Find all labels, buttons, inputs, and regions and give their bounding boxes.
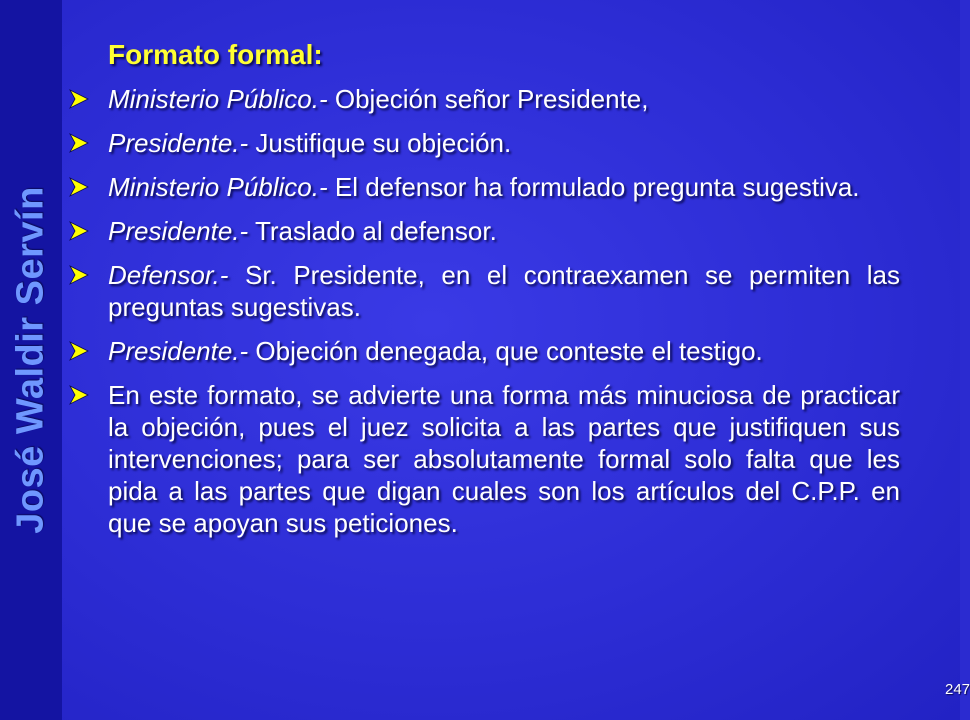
arrowhead-bullet-icon [68, 132, 90, 154]
arrowhead-bullet-icon [68, 384, 90, 406]
speaker-role: Presidente.- [108, 216, 249, 246]
slide-title: Formato formal: [108, 39, 323, 70]
speaker-role: Defensor.- [108, 260, 229, 290]
bullet-list [62, 83, 900, 539]
statement-text: Objeción denegada, que conteste el testigo. [248, 336, 763, 366]
statement-text: En este formato, se advierte una forma más minuciosa de practicar la objeción, pues el juez solicita a las partes que justifiquen sus intervenciones; para ser absolutamente formal solo falta que les pida a las partes que digan cuales son los artículos del C.P.P. en que se apoyan sus peticiones. [108, 380, 900, 538]
speaker-role: Presidente.- [108, 128, 249, 158]
speaker-role: Ministerio Público.- [108, 172, 328, 202]
list-item [62, 171, 900, 203]
arrowhead-bullet-icon [68, 220, 90, 242]
statement-text: Traslado al defensor. [248, 216, 497, 246]
statement-text: Sr. Presidente, en el contraexamen se permiten las preguntas sugestivas. [108, 260, 900, 322]
list-item [62, 259, 900, 323]
arrowhead-bullet-icon [68, 264, 90, 286]
list-item [62, 335, 900, 367]
slide-content [62, 0, 970, 720]
arrowhead-bullet-icon [68, 176, 90, 198]
arrowhead-bullet-icon [68, 88, 90, 110]
speaker-role: Ministerio Público.- [108, 84, 328, 114]
author-name: José Waldir Servín [9, 186, 52, 534]
arrowhead-bullet-icon [68, 340, 90, 362]
sidebar [0, 0, 62, 720]
speaker-role: Presidente.- [108, 336, 249, 366]
statement-text: El defensor ha formulado pregunta sugestiva. [327, 172, 860, 202]
page-number: 247 [945, 681, 970, 698]
list-item [62, 379, 900, 539]
list-item [62, 215, 900, 247]
statement-text: Justifique su objeción. [248, 128, 512, 158]
list-item [62, 127, 900, 159]
list-item [62, 83, 900, 115]
statement-text: Objeción señor Presidente, [327, 84, 649, 114]
